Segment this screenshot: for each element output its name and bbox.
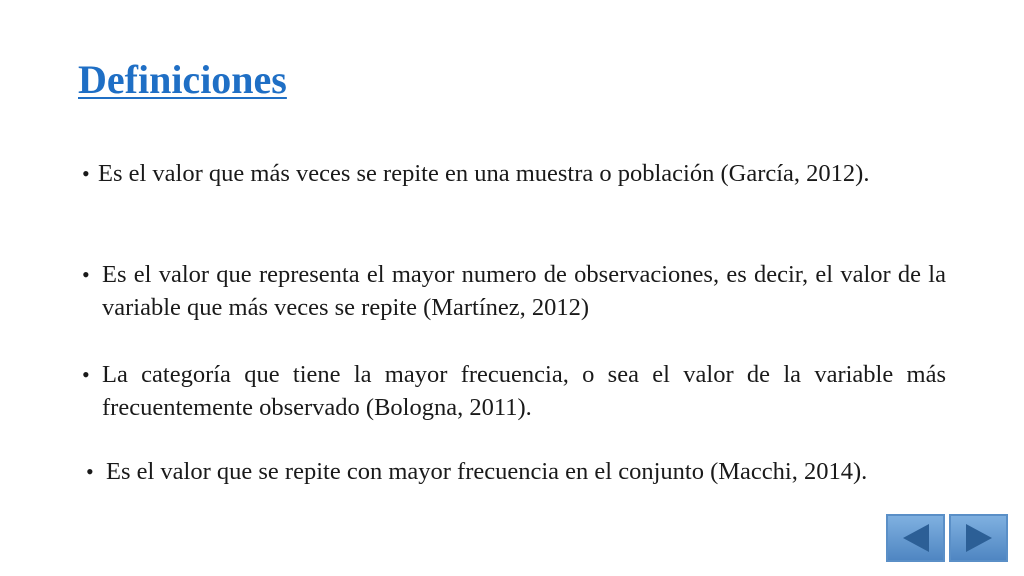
bullet-icon: •	[82, 362, 90, 387]
previous-slide-button[interactable]	[886, 514, 945, 562]
list-item	[82, 258, 946, 324]
list-item	[82, 358, 946, 424]
bullet-icon: •	[86, 459, 94, 484]
list-item	[86, 455, 956, 488]
slide-navigation	[886, 514, 1008, 562]
bullet-text: La categoría que tiene la mayor frecuencia, o sea el valor de la variable más frecuentemente observado (Bologna, 2011).	[102, 361, 946, 421]
bullet-text: Es el valor que representa el mayor numero de observaciones, es decir, el valor de la variable que más veces se repite (Martínez, 2012)	[102, 261, 946, 321]
bullet-icon: •	[82, 262, 90, 287]
bullet-icon: •	[82, 161, 90, 186]
bullet-text: Es el valor que se repite con mayor frecuencia en el conjunto (Macchi, 2014).	[106, 458, 868, 485]
triangle-left-icon	[899, 521, 933, 555]
list-item	[82, 157, 946, 190]
bullet-text: Es el valor que más veces se repite en una muestra o población (García, 2012).	[98, 160, 870, 187]
page-title: Definiciones	[78, 57, 287, 102]
triangle-right-icon	[962, 521, 996, 555]
next-slide-button[interactable]	[949, 514, 1008, 562]
